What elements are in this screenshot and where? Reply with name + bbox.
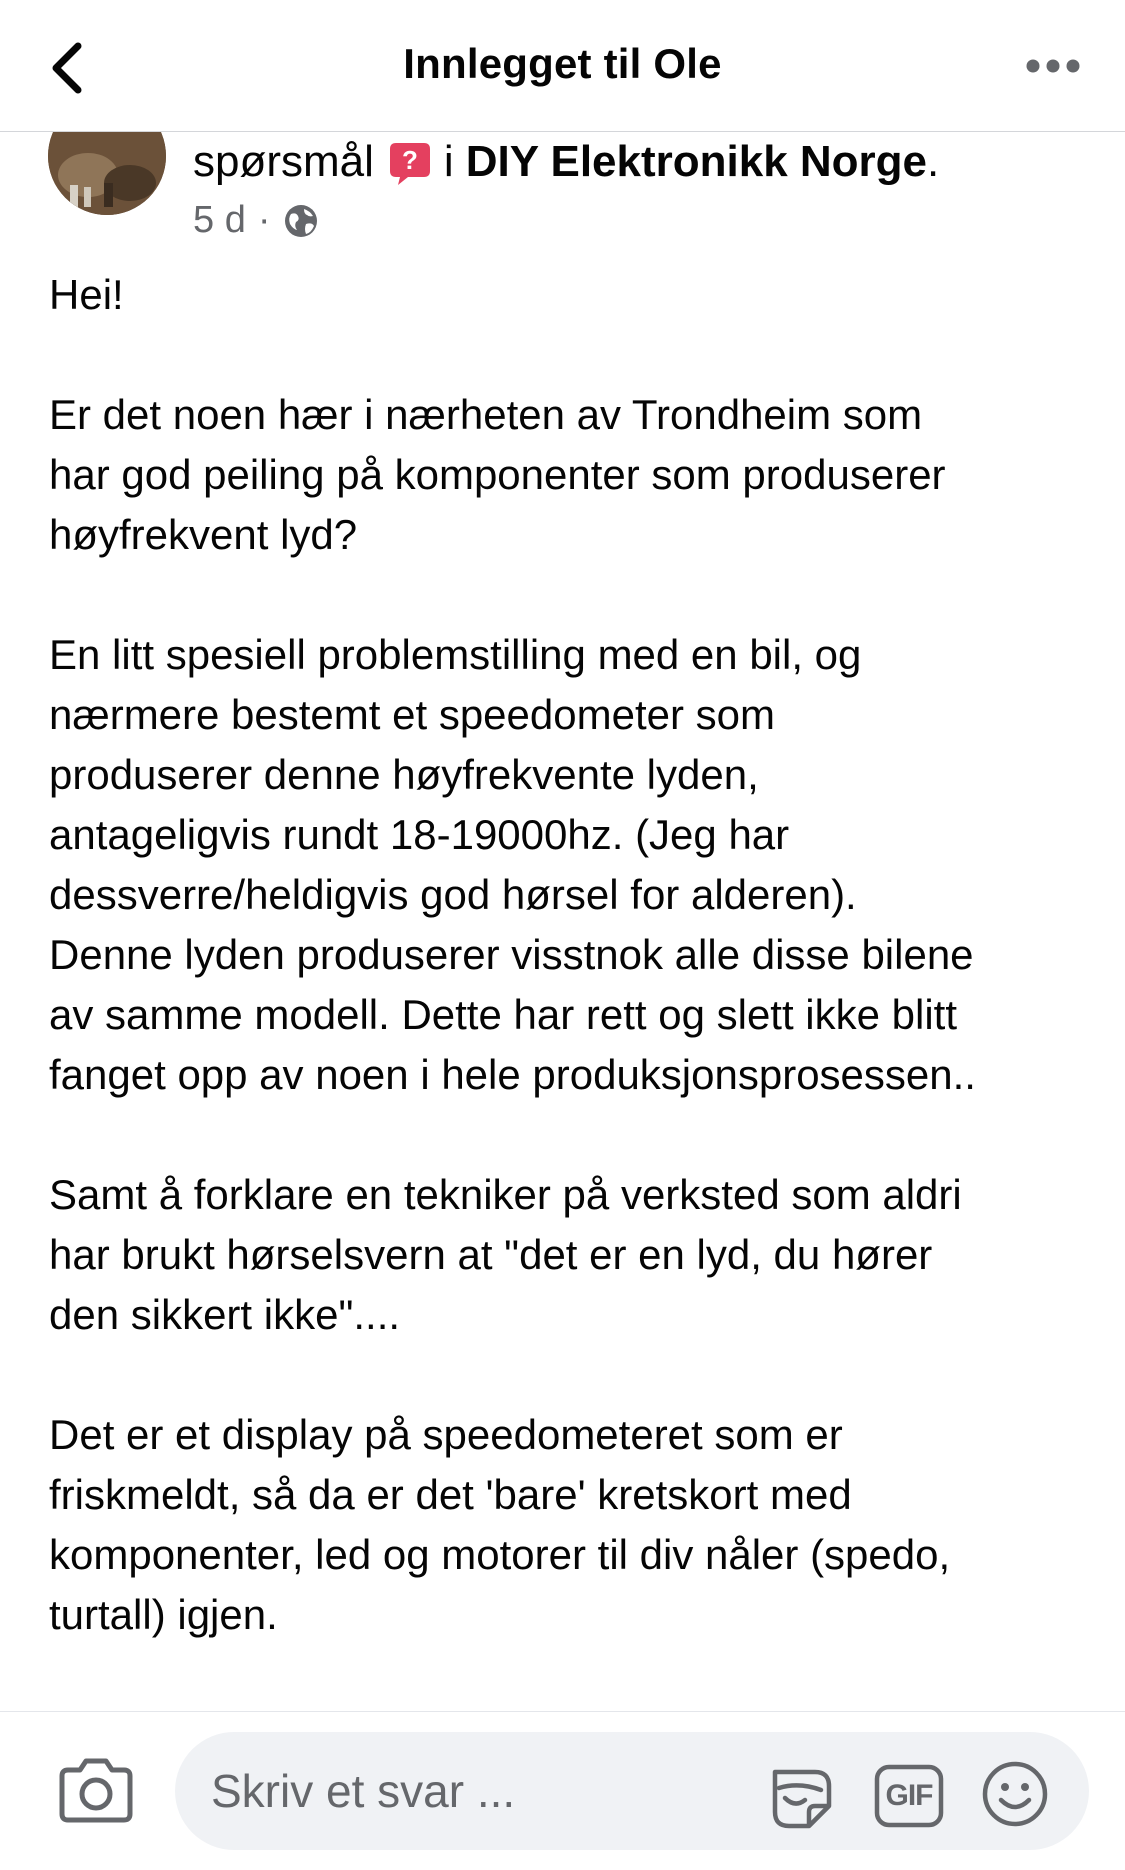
more-horizontal-icon — [1025, 52, 1081, 80]
sticker-button[interactable] — [765, 1762, 837, 1834]
avatar-photo — [48, 131, 166, 215]
post-meta — [193, 199, 320, 242]
post-paragraph: Er det noen hær i nærheten av Trondheim som har god peiling på komponenter som produserer høyfrekvent lyd? — [49, 391, 946, 558]
reply-input[interactable] — [211, 1732, 711, 1850]
meta-separator: · — [257, 199, 271, 241]
post-paragraph: Det er et display på speedometeret som er friskmeldt, så da er det 'bare' kretskort med komponenter, led og motorer til div nåler (spedo, turtall) igjen. — [49, 1411, 951, 1638]
svg-text:?: ? — [401, 145, 418, 175]
author-line-suffix: . — [927, 137, 940, 186]
connector-text: i — [443, 137, 454, 186]
emoji-button[interactable] — [981, 1760, 1049, 1828]
gif-label: GIF — [885, 1779, 933, 1812]
question-icon — [388, 141, 432, 187]
post-paragraph: En litt spesiell problemstilling med en bil, og nærmere bestemt et speedometer som produserer denne høyfrekvente lyden, antageligvis rundt 18-19000hz. (Jeg har dessverre/heldigvis god hørsel for alderen). Denne lyden produserer visstnok alle disse bilene av samme modell. Dette har rett og slett ikke blitt fanget opp av noen i hele produksjonsprosessen.. — [49, 631, 976, 1098]
group-name-link[interactable]: DIY Elektronikk Norge — [465, 137, 928, 186]
page-title: Innlegget til Ole — [403, 40, 722, 87]
reply-bar — [0, 1711, 1125, 1870]
camera-button[interactable] — [58, 1756, 134, 1824]
sticker-icon — [765, 1762, 837, 1834]
author-avatar[interactable] — [48, 131, 166, 215]
reply-composer[interactable] — [175, 1732, 1089, 1850]
camera-icon — [58, 1756, 134, 1824]
post-body — [49, 265, 1089, 1705]
post-paragraph: Hei! — [49, 271, 124, 318]
globe-icon[interactable] — [282, 202, 320, 240]
smiley-icon — [981, 1760, 1049, 1828]
gif-button[interactable] — [874, 1764, 944, 1828]
post-type-label: spørsmål — [193, 137, 374, 186]
post — [0, 131, 1125, 1711]
more-options-button[interactable] — [1025, 52, 1081, 80]
post-paragraph: Samt å forklare en tekniker på verksted som aldri har brukt hørselsvern at "det er en lyd, du hører den sikkert ikke".... — [49, 1171, 962, 1338]
top-bar — [0, 0, 1125, 132]
post-author-line — [193, 137, 939, 187]
post-time[interactable]: 5 d — [193, 199, 246, 241]
